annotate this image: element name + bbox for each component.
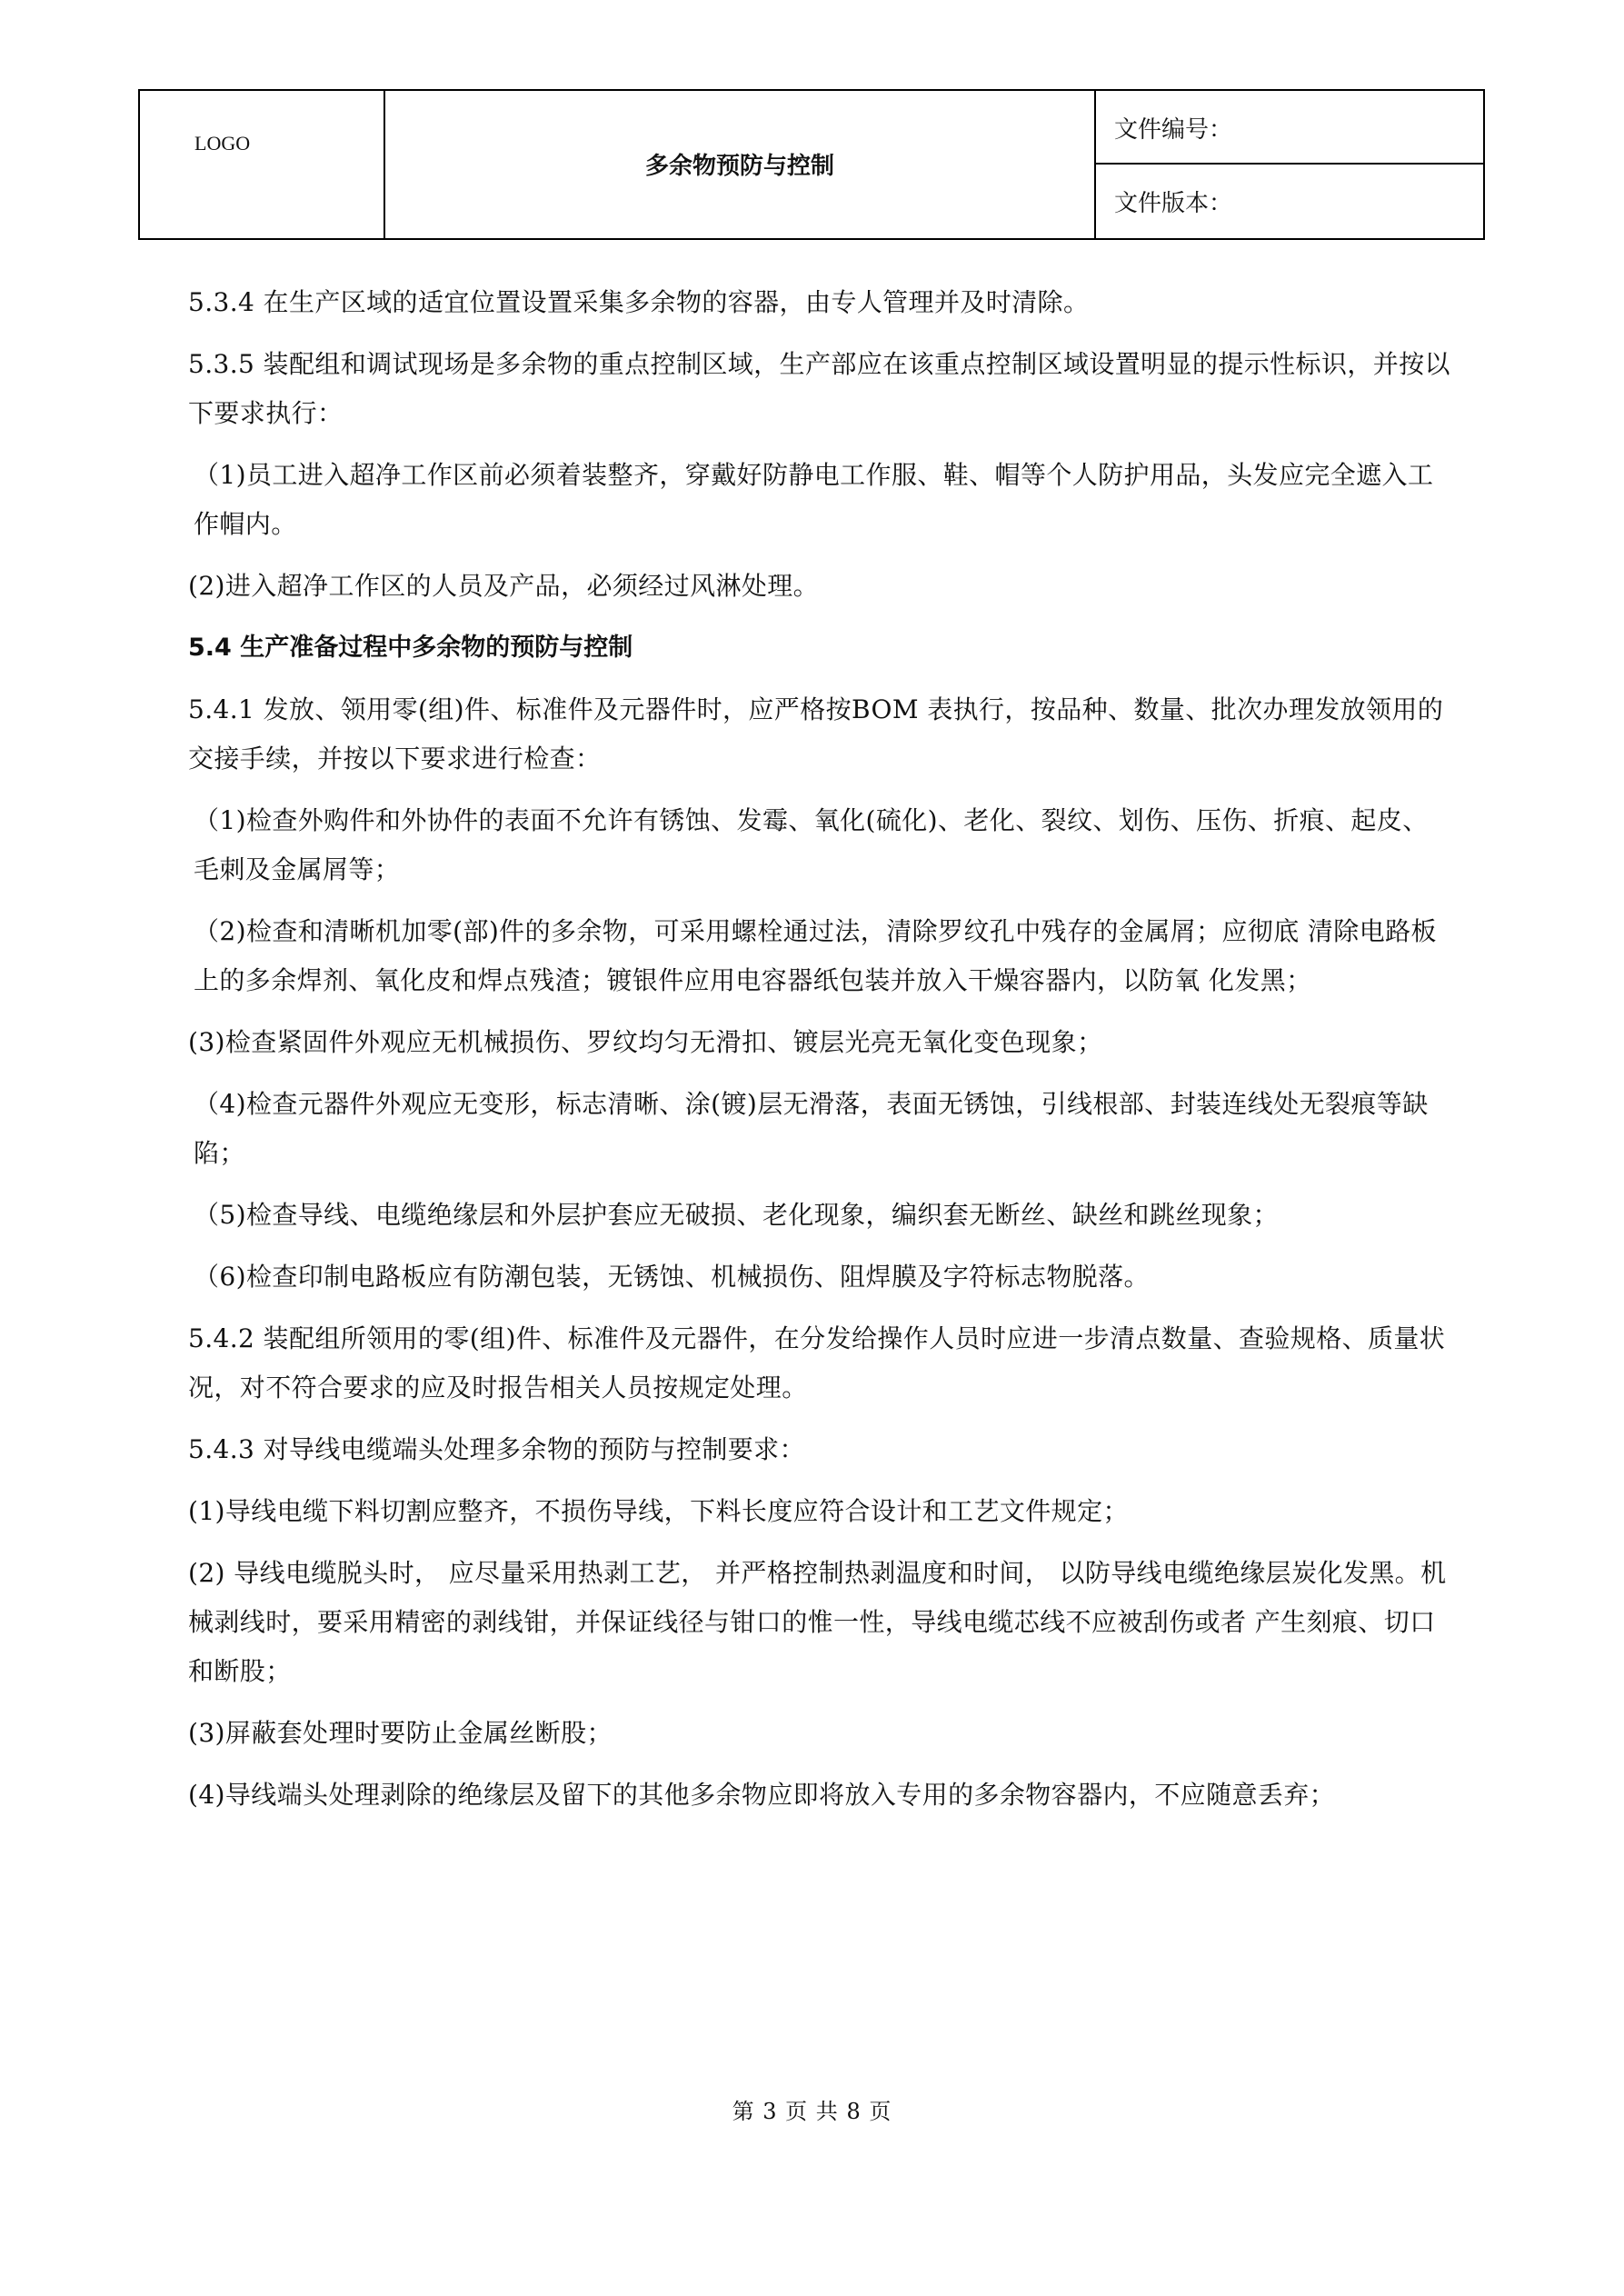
clause-5-3-4: 5.3.4 在生产区域的适宜位置设置采集多余物的容器，由专人管理并及时清除。 [188, 287, 1090, 317]
clause-5-3-5-item-2: (2)进入超净工作区的人员及产品，必须经过风淋处理。 [188, 571, 820, 601]
doc-version-cell [1096, 165, 1483, 238]
clause-5-4-1: 5.4.1 发放、领用零(组)件、标准件及元器件时，应严格按BOM 表执行，按品种、数量、批次办理发放领用的交接手续，并按以下要求进行检查： [188, 694, 1444, 774]
document-title: 多余物预防与控制 [644, 153, 834, 180]
section-heading-5-4: 5.4 生产准备过程中多余物的预防与控制 [188, 634, 633, 662]
clause-5-4-1-item-2: （2)检查和清晰机加零(部)件的多余物，可采用螺栓通过法，清除罗纹孔中残存的金属屑；应彻底 清除电路板上的多余焊剂、氧化皮和焊点残渣；镀银件应用电容器纸包装并放入干燥容器内，以防氧 化发黑； [194, 916, 1437, 995]
clause-5-4-1-item-6: （6)检查印制电路板应有防潮包装，无锈蚀、机械损伤、阻焊膜及字符标志物脱落。 [194, 1262, 1150, 1292]
clause-5-4-3-item-1: (1)导线电缆下料切割应整齐，不损伤导线，下料长度应符合设计和工艺文件规定； [188, 1496, 1129, 1526]
title-cell [385, 91, 1096, 238]
logo-cell [140, 91, 385, 238]
clause-5-4-3-item-2: (2) 导线电缆脱头时， 应尽量采用热剥工艺， 并严格控制热剥温度和时间， 以防导线电缆绝缘层炭化发黑。机械剥线时，要采用精密的剥线钳，并保证线径与钳口的惟一性，导线电缆芯线不应被刮伤或者 产生刻痕、切口和断股； [188, 1558, 1447, 1686]
document-header-table [138, 89, 1485, 240]
doc-number-cell [1096, 91, 1483, 165]
logo-placeholder: LOGO [194, 132, 251, 155]
clause-5-4-3-item-3: (3)屏蔽套处理时要防止金属丝断股； [188, 1718, 613, 1748]
clause-5-4-1-item-3: (3)检查紧固件外观应无机械损伤、罗纹均匀无滑扣、镀层光亮无氧化变色现象； [188, 1027, 1103, 1057]
document-body [188, 278, 1451, 1832]
clause-5-4-2: 5.4.2 装配组所领用的零(组)件、标准件及元器件，在分发给操作人员时应进一步清点数量、查验规格、质量状况，对不符合要求的应及时报告相关人员按规定处理。 [188, 1323, 1446, 1403]
clause-5-3-5: 5.3.5 装配组和调试现场是多余物的重点控制区域，生产部应在该重点控制区域设置明显的提示性标识，并按以下要求执行： [188, 349, 1450, 428]
clause-5-4-1-item-1: （1)检查外购件和外协件的表面不允许有锈蚀、发霉、氧化(硫化)、老化、裂纹、划伤、压伤、折痕、起皮、毛刺及金属屑等； [194, 805, 1429, 884]
clause-5-4-3-item-4: (4)导线端头处理剥除的绝缘层及留下的其他多余物应即将放入专用的多余物容器内，不应随意丢弃； [188, 1780, 1336, 1810]
clause-5-3-5-item-1: （1)员工进入超净工作区前必须着装整齐，穿戴好防静电工作服、鞋、帽等个人防护用品，头发应完全遮入工作帽内。 [194, 460, 1434, 539]
clause-5-4-1-item-5: （5)检查导线、电缆绝缘层和外层护套应无破损、老化现象，编织套无断丝、缺丝和跳丝现象； [194, 1200, 1279, 1230]
clause-5-4-1-item-4: （4)检查元器件外观应无变形，标志清晰、涂(镀)层无滑落，表面无锈蚀，引线根部、封装连线处无裂痕等缺陷； [194, 1089, 1429, 1168]
clause-5-4-3: 5.4.3 对导线电缆端头处理多余物的预防与控制要求： [188, 1434, 805, 1464]
doc-number-label: 文件编号： [1114, 116, 1233, 144]
page-number-footer: 第 3 页 共 8 页 [732, 2099, 892, 2124]
doc-version-label: 文件版本： [1114, 190, 1233, 217]
